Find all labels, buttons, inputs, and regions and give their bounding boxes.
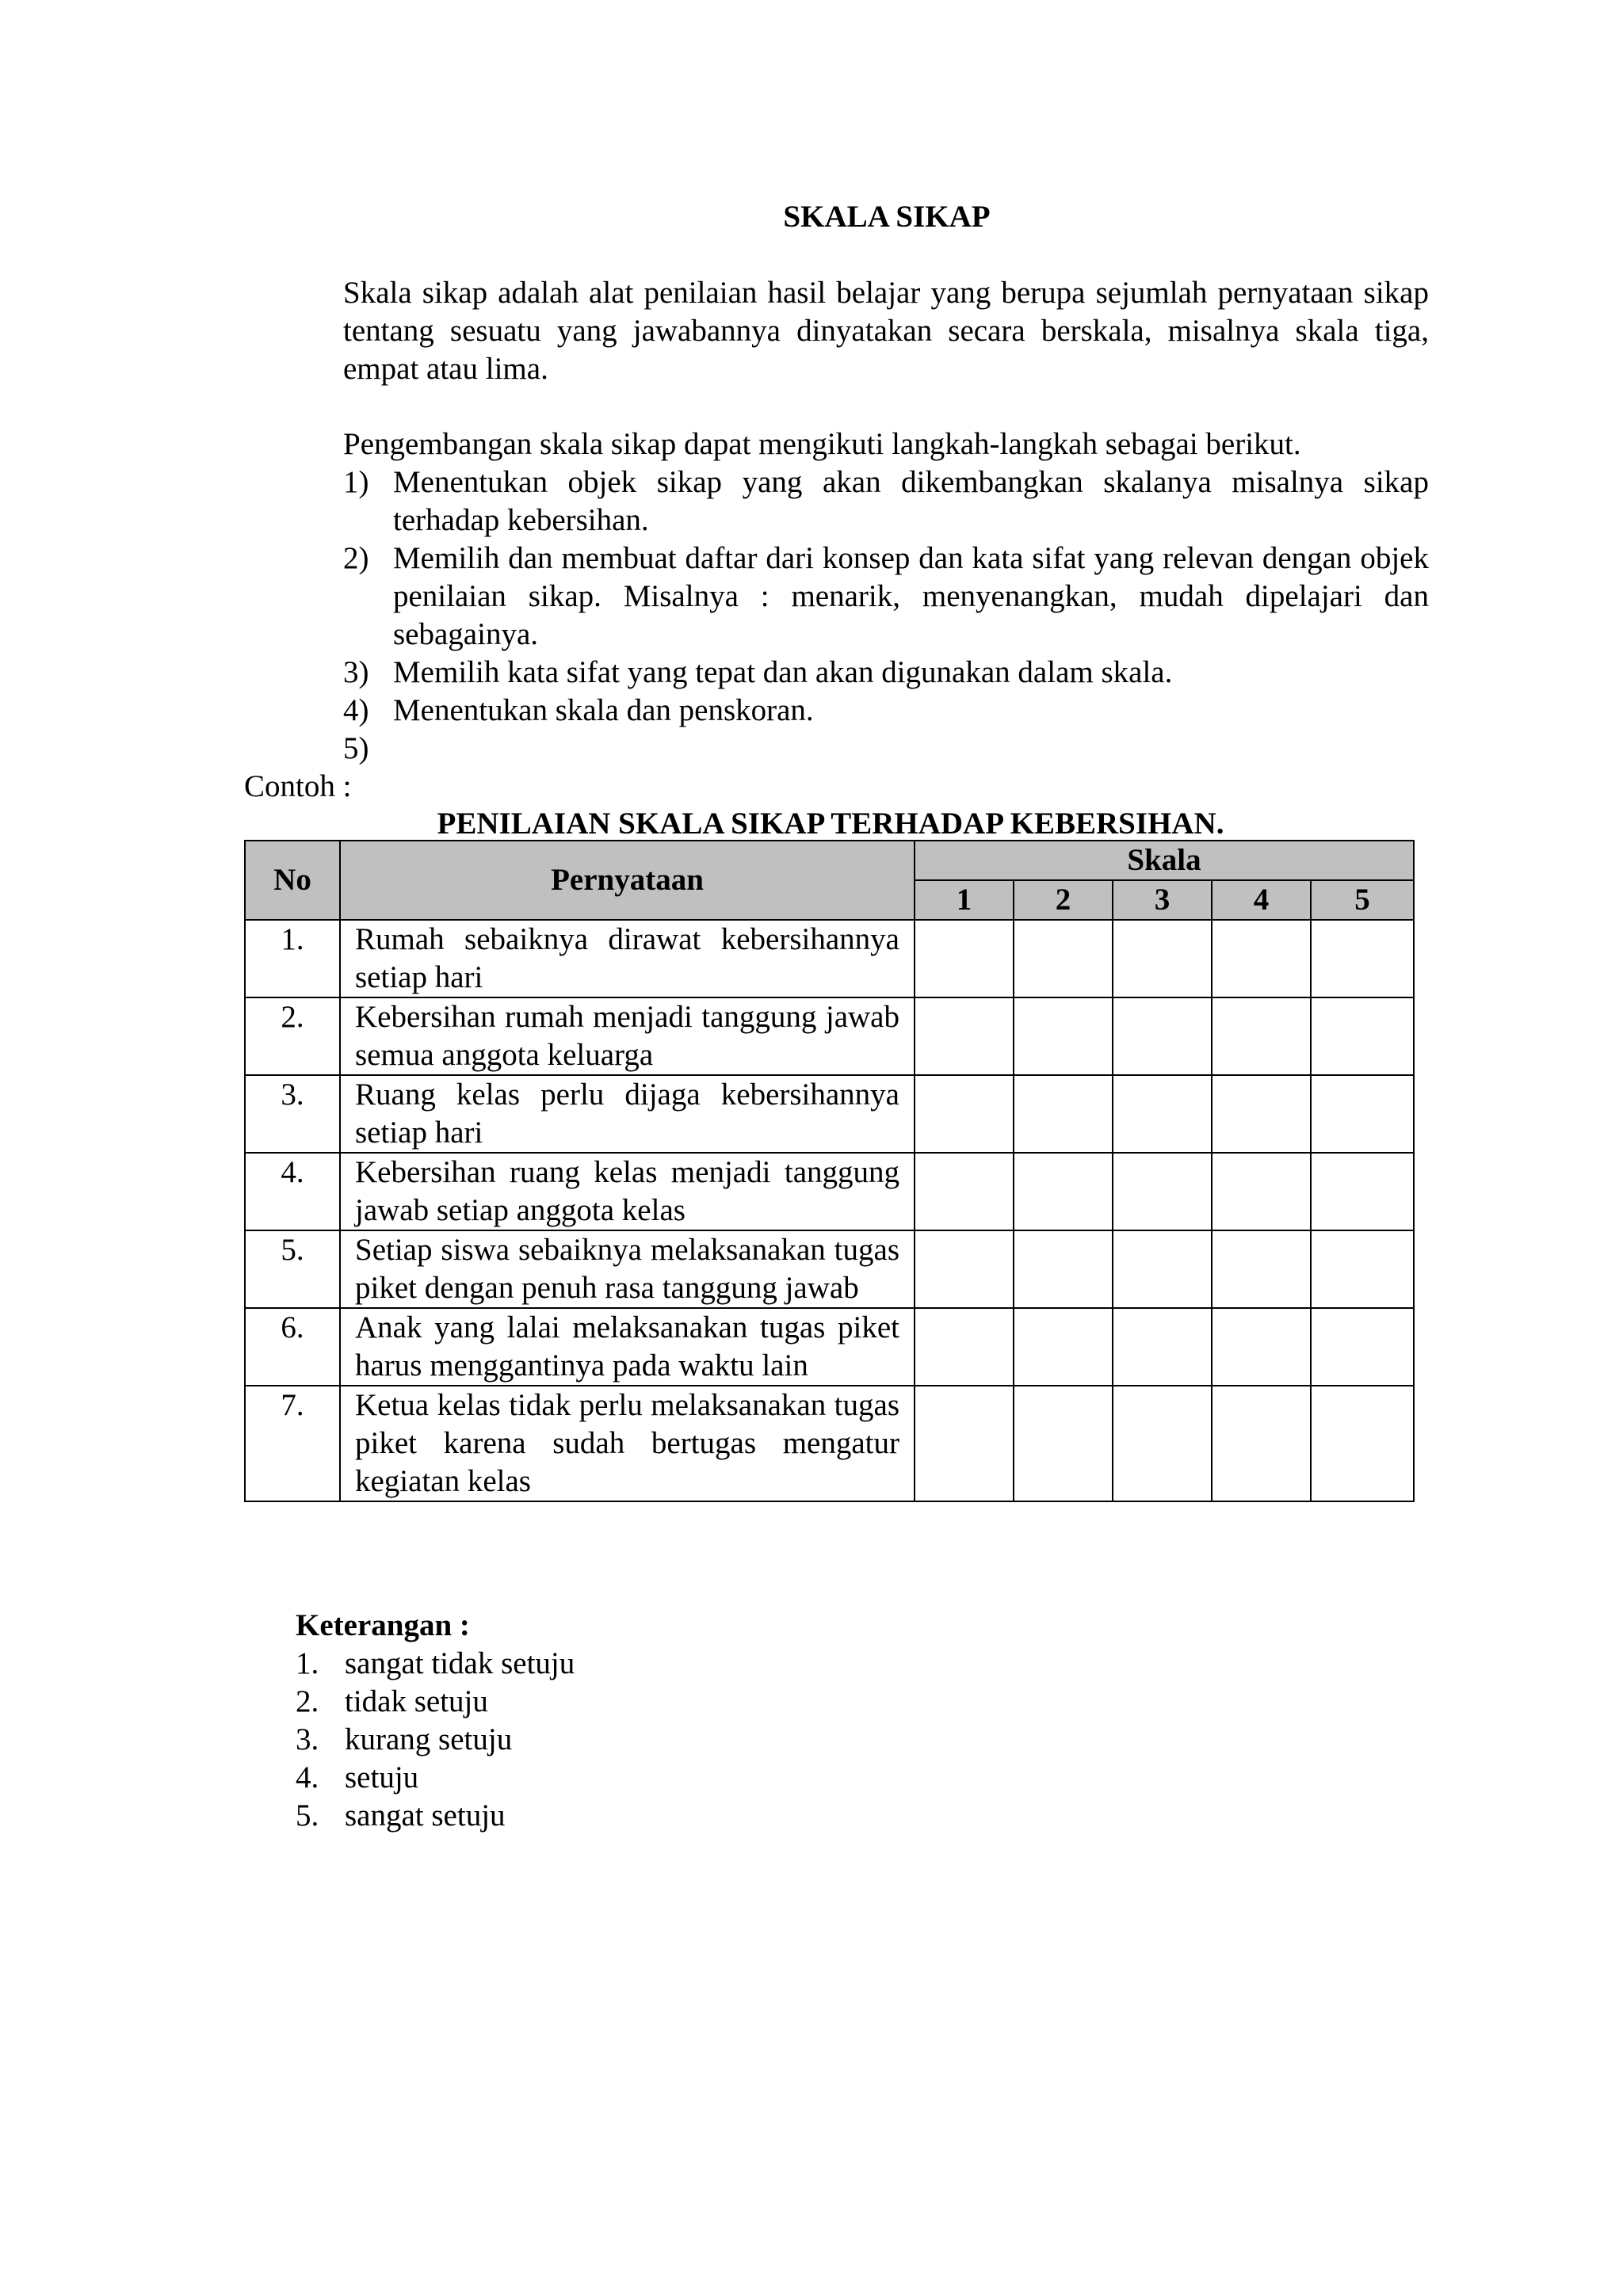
step-item bbox=[343, 463, 1429, 540]
scale-cell[interactable] bbox=[1311, 1075, 1414, 1153]
attitude-scale-table bbox=[244, 840, 1415, 1502]
scale-cell[interactable] bbox=[1014, 1386, 1113, 1501]
row-number: 6. bbox=[245, 1308, 340, 1386]
legend-item bbox=[296, 1645, 575, 1683]
scale-cell[interactable] bbox=[1113, 1308, 1212, 1386]
step-text: Menentukan skala dan penskoran. bbox=[393, 693, 814, 727]
steps-list bbox=[343, 463, 1429, 768]
header-scale-value: 1 bbox=[915, 880, 1014, 920]
header-statement: Pernyataan bbox=[340, 841, 915, 920]
step-text: Menentukan objek sikap yang akan dikembangkan skalanya misalnya sikap terhadap kebersihan. bbox=[393, 465, 1429, 537]
legend bbox=[296, 1607, 575, 1835]
legend-text: sangat tidak setuju bbox=[345, 1646, 575, 1680]
scale-cell[interactable] bbox=[1113, 1230, 1212, 1308]
header-scale-value: 2 bbox=[1014, 880, 1113, 920]
header-scale-value: 3 bbox=[1113, 880, 1212, 920]
scale-cell[interactable] bbox=[1014, 1153, 1113, 1230]
table-row bbox=[245, 1386, 1414, 1501]
scale-cell[interactable] bbox=[915, 1075, 1014, 1153]
scale-cell[interactable] bbox=[915, 1230, 1014, 1308]
step-number: 2) bbox=[343, 541, 369, 575]
scale-cell[interactable] bbox=[1212, 1153, 1311, 1230]
scale-cell[interactable] bbox=[1212, 1308, 1311, 1386]
scale-cell[interactable] bbox=[1212, 1075, 1311, 1153]
scale-cell[interactable] bbox=[1113, 997, 1212, 1075]
table-title: PENILAIAN SKALA SIKAP TERHADAP KEBERSIHAN. bbox=[437, 807, 1224, 841]
legend-number: 5. bbox=[296, 1798, 319, 1833]
step-item bbox=[343, 692, 1429, 730]
table-row bbox=[245, 1153, 1414, 1230]
table-row bbox=[245, 1075, 1414, 1153]
legend-list bbox=[296, 1645, 575, 1835]
legend-item bbox=[296, 1759, 575, 1797]
legend-item bbox=[296, 1797, 575, 1835]
document-title: SKALA SIKAP bbox=[783, 200, 991, 234]
table-row bbox=[245, 997, 1414, 1075]
step-number: 4) bbox=[343, 693, 369, 727]
scale-cell[interactable] bbox=[1014, 1075, 1113, 1153]
row-number: 2. bbox=[245, 997, 340, 1075]
header-no: No bbox=[245, 841, 340, 920]
row-number: 1. bbox=[245, 920, 340, 997]
scale-cell[interactable] bbox=[1113, 1386, 1212, 1501]
row-statement: Setiap siswa sebaiknya melaksanakan tugas piket dengan penuh rasa tanggung jawab bbox=[340, 1230, 915, 1308]
header-scale-value: 4 bbox=[1212, 880, 1311, 920]
scale-cell[interactable] bbox=[1212, 1386, 1311, 1501]
step-number: 1) bbox=[343, 465, 369, 499]
row-statement: Anak yang lalai melaksanakan tugas piket harus menggantinya pada waktu lain bbox=[340, 1308, 915, 1386]
scale-cell[interactable] bbox=[915, 1308, 1014, 1386]
step-item bbox=[343, 654, 1429, 692]
legend-text: kurang setuju bbox=[345, 1722, 513, 1756]
scale-cell[interactable] bbox=[1014, 997, 1113, 1075]
row-number: 5. bbox=[245, 1230, 340, 1308]
scale-cell[interactable] bbox=[1311, 1308, 1414, 1386]
table-row bbox=[245, 1308, 1414, 1386]
scale-cell[interactable] bbox=[1113, 1075, 1212, 1153]
header-scale: Skala bbox=[915, 841, 1414, 880]
step-item bbox=[343, 730, 1429, 768]
steps-intro: Pengembangan skala sikap dapat mengikuti langkah-langkah sebagai berikut. bbox=[343, 427, 1301, 461]
scale-cell[interactable] bbox=[1014, 1230, 1113, 1308]
legend-item bbox=[296, 1721, 575, 1759]
scale-cell[interactable] bbox=[1113, 1153, 1212, 1230]
scale-cell[interactable] bbox=[1014, 1308, 1113, 1386]
intro-paragraph: Skala sikap adalah alat penilaian hasil belajar yang berupa sejumlah pernyataan sikap tentang sesuatu yang jawabannya dinyatakan secara berskala, misalnya skala tiga, empat atau lima. bbox=[343, 276, 1429, 386]
scale-cell[interactable] bbox=[1311, 997, 1414, 1075]
row-statement: Rumah sebaiknya dirawat kebersihannya setiap hari bbox=[340, 920, 915, 997]
legend-text: sangat setuju bbox=[345, 1798, 506, 1833]
legend-number: 1. bbox=[296, 1646, 319, 1680]
legend-heading: Keterangan : bbox=[296, 1608, 470, 1642]
step-item bbox=[343, 540, 1429, 654]
scale-cell[interactable] bbox=[1113, 920, 1212, 997]
table-row bbox=[245, 1230, 1414, 1308]
legend-item bbox=[296, 1683, 575, 1721]
scale-cell[interactable] bbox=[915, 1386, 1014, 1501]
example-label: Contoh : bbox=[244, 769, 352, 803]
row-statement: Kebersihan ruang kelas menjadi tanggung jawab setiap anggota kelas bbox=[340, 1153, 915, 1230]
legend-text: tidak setuju bbox=[345, 1684, 488, 1718]
header-scale-value: 5 bbox=[1311, 880, 1414, 920]
row-number: 7. bbox=[245, 1386, 340, 1501]
scale-cell[interactable] bbox=[1014, 920, 1113, 997]
row-statement: Kebersihan rumah menjadi tanggung jawab semua anggota keluarga bbox=[340, 997, 915, 1075]
step-number: 3) bbox=[343, 655, 369, 689]
row-number: 3. bbox=[245, 1075, 340, 1153]
step-text: Memilih dan membuat daftar dari konsep dan kata sifat yang relevan dengan objek penilaian sikap. Misalnya : menarik, menyenangkan, mudah dipelajari dan sebagainya. bbox=[393, 541, 1429, 651]
row-number: 4. bbox=[245, 1153, 340, 1230]
scale-cell[interactable] bbox=[1212, 1230, 1311, 1308]
legend-number: 4. bbox=[296, 1760, 319, 1794]
scale-cell[interactable] bbox=[915, 997, 1014, 1075]
legend-number: 3. bbox=[296, 1722, 319, 1756]
scale-cell[interactable] bbox=[1212, 920, 1311, 997]
row-statement: Ruang kelas perlu dijaga kebersihannya setiap hari bbox=[340, 1075, 915, 1153]
table-row bbox=[245, 920, 1414, 997]
scale-cell[interactable] bbox=[1311, 920, 1414, 997]
step-text: Memilih kata sifat yang tepat dan akan digunakan dalam skala. bbox=[393, 655, 1173, 689]
scale-cell[interactable] bbox=[1311, 1230, 1414, 1308]
legend-number: 2. bbox=[296, 1684, 319, 1718]
scale-cell[interactable] bbox=[915, 1153, 1014, 1230]
row-statement: Ketua kelas tidak perlu melaksanakan tugas piket karena sudah bertugas mengatur kegiatan kelas bbox=[340, 1386, 915, 1501]
scale-cell[interactable] bbox=[915, 920, 1014, 997]
legend-text: setuju bbox=[345, 1760, 419, 1794]
step-number: 5) bbox=[343, 731, 369, 765]
scale-cell[interactable] bbox=[1311, 1386, 1414, 1501]
scale-cell[interactable] bbox=[1212, 997, 1311, 1075]
scale-cell[interactable] bbox=[1311, 1153, 1414, 1230]
